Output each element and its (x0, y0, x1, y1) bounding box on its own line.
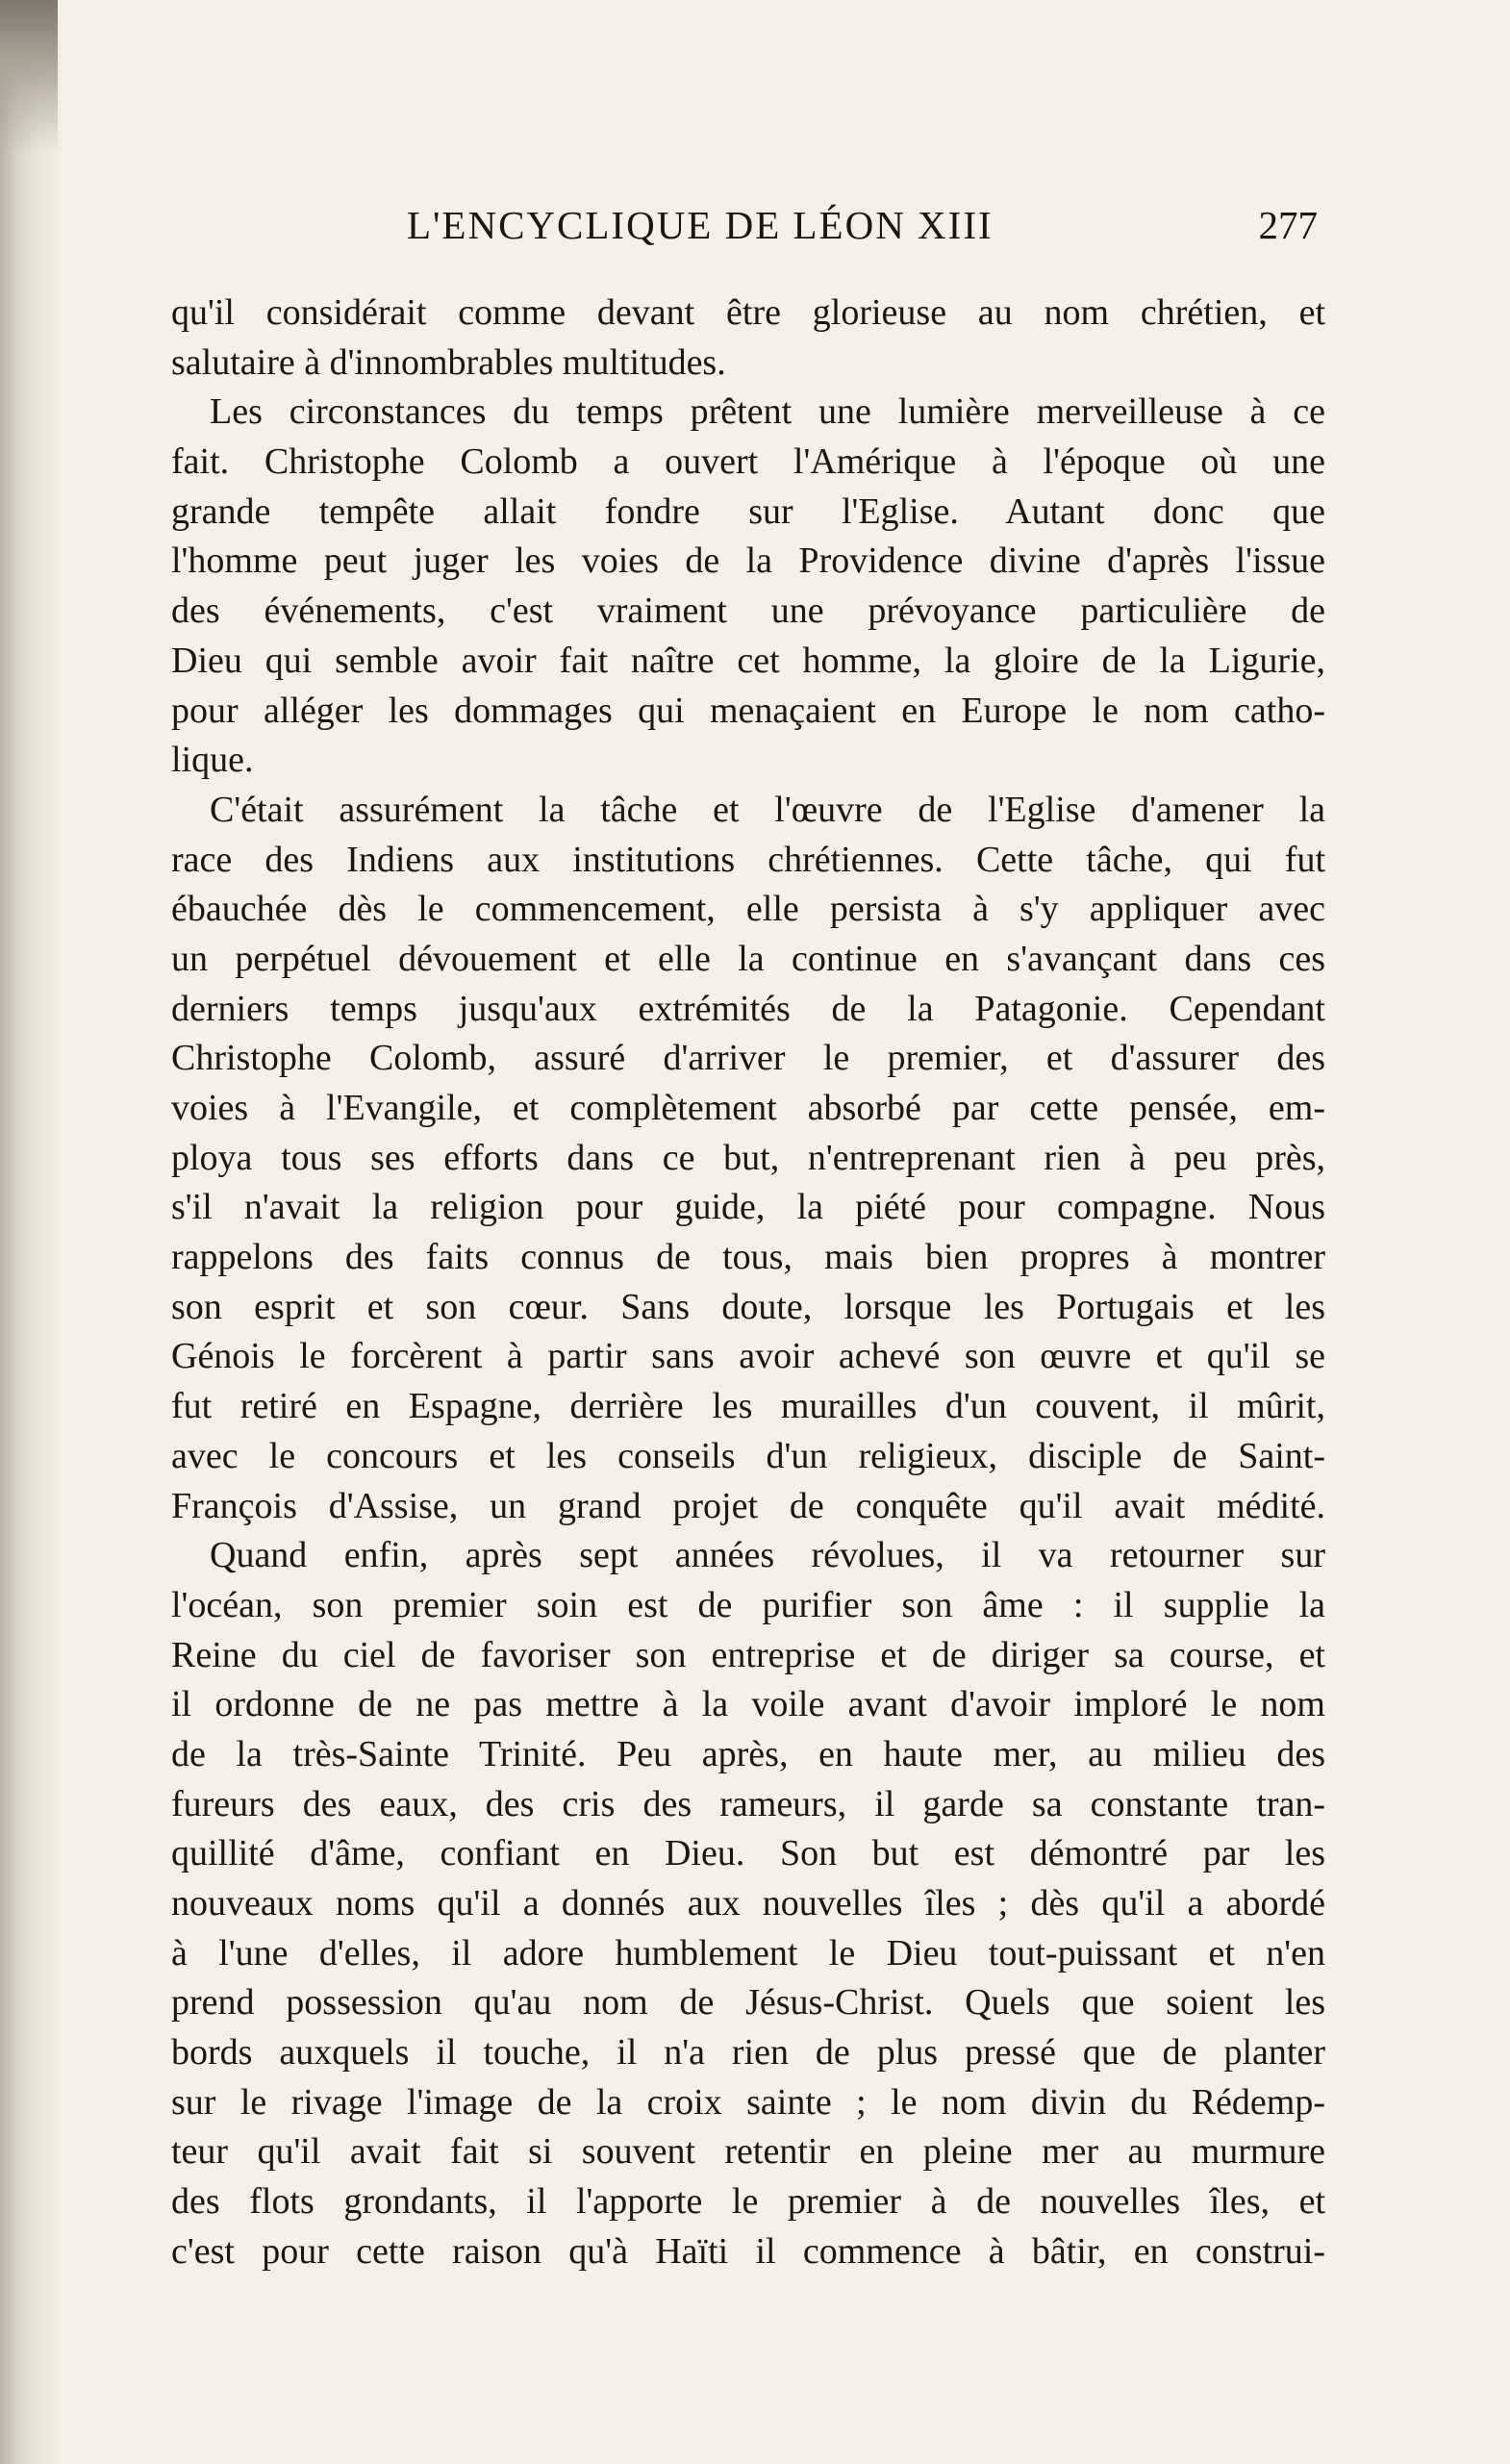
page-corner-shadow (0, 0, 58, 154)
text-line: Les circonstances du temps prêtent une lumière merveilleuse à ce (210, 391, 1325, 433)
text-line: lique. (171, 740, 254, 781)
text-line: des flots grondants, il l'apporte le premier à de nouvelles îles, et (171, 2181, 1325, 2223)
text-line: nouveaux noms qu'il a donnés aux nouvelles îles ; dès qu'il a abordé (171, 1883, 1325, 1923)
text-line: quillité d'âme, confiant en Dieu. Son but est démontré par les (171, 1833, 1325, 1874)
text-line: s'il n'avait la religion pour guide, la piété pour compagne. Nous (171, 1187, 1325, 1228)
text-line: bords auxquels il touche, il n'a rien de plus pressé que de planter (171, 2032, 1325, 2074)
running-title: L'ENCYCLIQUE DE LÉON XIII (407, 203, 994, 247)
text-line: avec le concours et les conseils d'un religieux, disciple de Saint- (171, 1435, 1325, 1476)
text-line: voies à l'Evangile, et complètement absorbé par cette pensée, em- (171, 1088, 1325, 1128)
text-line: de la très-Sainte Trinité. Peu après, en haute mer, au milieu des (171, 1733, 1325, 1774)
text-line: prend possession qu'au nom de Jésus-Christ. Quels que soient les (171, 1982, 1325, 2024)
text-line: un perpétuel dévouement et elle la continue en s'avançant dans ces (171, 938, 1325, 979)
text-line: ébauchée dès le commencement, elle persista à s'y appliquer avec (171, 889, 1325, 930)
page-number: 277 (1258, 203, 1318, 247)
text-line: fut retiré en Espagne, derrière les murailles d'un couvent, il mûrit, (171, 1386, 1325, 1427)
text-line: l'homme peut juger les voies de la Providence divine d'après l'issue (171, 541, 1325, 582)
running-header (171, 202, 1325, 260)
text-line: Génois le forcèrent à partir sans avoir achevé son œuvre et qu'il se (171, 1336, 1325, 1377)
page-binding-edge (0, 0, 67, 2464)
text-line: c'est pour cette raison qu'à Haïti il commence à bâtir, en construi- (171, 2230, 1325, 2272)
text-line: qu'il considérait comme devant être glorieuse au nom chrétien, et (171, 292, 1325, 333)
text-line: son esprit et son cœur. Sans doute, lorsque les Portugais et les (171, 1286, 1325, 1327)
text-line: C'était assurément la tâche et l'œuvre de l'Eglise d'amener la (210, 789, 1325, 830)
text-line: fait. Christophe Colomb a ouvert l'Amérique à l'époque où une (171, 441, 1325, 483)
text-line: des événements, c'est vraiment une prévoyance particulière de (171, 591, 1325, 632)
text-line: salutaire à d'innombrables multitudes. (171, 341, 726, 383)
text-line: Quand enfin, après sept années révolues, il va retourner sur (210, 1535, 1325, 1576)
text-line: Dieu qui semble avoir fait naître cet homme, la gloire de la Ligurie, (171, 640, 1325, 681)
text-line: à l'une d'elles, il adore humblement le Dieu tout-puissant et n'en (171, 1932, 1325, 1974)
text-line: teur qu'il avait fait si souvent retentir en pleine mer au murmure (171, 2131, 1325, 2173)
text-line: ploya tous ses efforts dans ce but, n'entreprenant rien à peu près, (171, 1137, 1325, 1178)
body-text (171, 289, 1325, 2277)
text-line: Reine du ciel de favoriser son entreprise et de diriger sa course, et (171, 1634, 1325, 1675)
text-line: pour alléger les dommages qui menaçaient en Europe le nom catho- (171, 690, 1325, 731)
text-line: race des Indiens aux institutions chrétiennes. Cette tâche, qui fut (171, 839, 1325, 880)
text-line: l'océan, son premier soin est de purifier son âme : il supplie la (171, 1584, 1325, 1625)
text-line: François d'Assise, un grand projet de conquête qu'il avait médité. (171, 1485, 1325, 1526)
text-line: il ordonne de ne pas mettre à la voile avant d'avoir imploré le nom (171, 1684, 1325, 1725)
text-line: grande tempête allait fondre sur l'Eglise. Autant donc que (171, 490, 1325, 532)
text-line: derniers temps jusqu'aux extrémités de la Patagonie. Cependant (171, 988, 1325, 1029)
text-line: sur le rivage l'image de la croix sainte ; le nom divin du Rédemp- (171, 2081, 1325, 2123)
text-line: fureurs des eaux, des cris des rameurs, il garde sa constante tran- (171, 1783, 1325, 1824)
text-line: Christophe Colomb, assuré d'arriver le premier, et d'assurer des (171, 1038, 1325, 1079)
text-line: rappelons des faits connus de tous, mais bien propres à montrer (171, 1237, 1325, 1278)
